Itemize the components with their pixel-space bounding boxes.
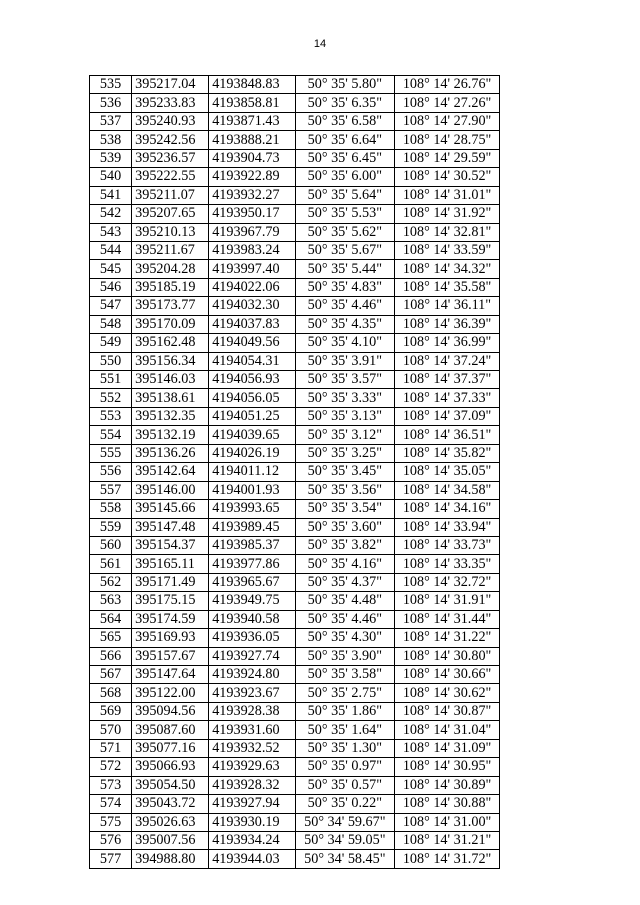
longitude-cell: 108° 14' 29.59" — [395, 149, 500, 167]
table-row — [90, 629, 500, 647]
table-row — [90, 518, 500, 536]
latitude-cell: 50° 35' 3.25" — [295, 444, 395, 462]
x-coordinate-cell: 395066.93 — [132, 758, 209, 776]
y-coordinate-cell: 4193858.81 — [209, 94, 295, 112]
point-number-cell: 572 — [90, 758, 132, 776]
longitude-cell: 108° 14' 30.52" — [395, 168, 500, 186]
coordinates-table-body — [90, 76, 500, 869]
longitude-cell: 108° 14' 31.72" — [395, 850, 500, 868]
y-coordinate-cell: 4193932.27 — [209, 186, 295, 204]
point-number-cell: 557 — [90, 481, 132, 499]
x-coordinate-cell: 395132.35 — [132, 407, 209, 425]
x-coordinate-cell: 395132.19 — [132, 426, 209, 444]
x-coordinate-cell: 395154.37 — [132, 536, 209, 554]
x-coordinate-cell: 395156.34 — [132, 352, 209, 370]
longitude-cell: 108° 14' 30.88" — [395, 795, 500, 813]
point-number-cell: 556 — [90, 463, 132, 481]
table-row — [90, 112, 500, 130]
y-coordinate-cell: 4193944.03 — [209, 850, 295, 868]
longitude-cell: 108° 14' 36.39" — [395, 315, 500, 333]
x-coordinate-cell: 395211.07 — [132, 186, 209, 204]
longitude-cell: 108° 14' 30.62" — [395, 684, 500, 702]
table-row — [90, 426, 500, 444]
x-coordinate-cell: 395094.56 — [132, 702, 209, 720]
point-number-cell: 540 — [90, 168, 132, 186]
longitude-cell: 108° 14' 31.44" — [395, 610, 500, 628]
latitude-cell: 50° 35' 3.60" — [295, 518, 395, 536]
table-row — [90, 721, 500, 739]
x-coordinate-cell: 395173.77 — [132, 297, 209, 315]
point-number-cell: 549 — [90, 334, 132, 352]
longitude-cell: 108° 14' 33.35" — [395, 555, 500, 573]
x-coordinate-cell: 395026.63 — [132, 813, 209, 831]
x-coordinate-cell: 395007.56 — [132, 831, 209, 849]
x-coordinate-cell: 395162.48 — [132, 334, 209, 352]
point-number-cell: 564 — [90, 610, 132, 628]
latitude-cell: 50° 35' 4.37" — [295, 573, 395, 591]
x-coordinate-cell: 395146.03 — [132, 371, 209, 389]
y-coordinate-cell: 4194011.12 — [209, 463, 295, 481]
latitude-cell: 50° 35' 3.33" — [295, 389, 395, 407]
latitude-cell: 50° 35' 5.53" — [295, 205, 395, 223]
table-row — [90, 186, 500, 204]
latitude-cell: 50° 35' 4.30" — [295, 629, 395, 647]
latitude-cell: 50° 35' 3.13" — [295, 407, 395, 425]
y-coordinate-cell: 4193940.58 — [209, 610, 295, 628]
longitude-cell: 108° 14' 26.76" — [395, 76, 500, 94]
point-number-cell: 559 — [90, 518, 132, 536]
point-number-cell: 558 — [90, 500, 132, 518]
table-row — [90, 315, 500, 333]
x-coordinate-cell: 395242.56 — [132, 131, 209, 149]
point-number-cell: 537 — [90, 112, 132, 130]
point-number-cell: 548 — [90, 315, 132, 333]
point-number-cell: 577 — [90, 850, 132, 868]
latitude-cell: 50° 35' 3.91" — [295, 352, 395, 370]
point-number-cell: 536 — [90, 94, 132, 112]
point-number-cell: 555 — [90, 444, 132, 462]
longitude-cell: 108° 14' 35.05" — [395, 463, 500, 481]
point-number-cell: 567 — [90, 666, 132, 684]
y-coordinate-cell: 4193929.63 — [209, 758, 295, 776]
table-row — [90, 536, 500, 554]
x-coordinate-cell: 394988.80 — [132, 850, 209, 868]
latitude-cell: 50° 35' 2.75" — [295, 684, 395, 702]
x-coordinate-cell: 395087.60 — [132, 721, 209, 739]
longitude-cell: 108° 14' 31.91" — [395, 592, 500, 610]
longitude-cell: 108° 14' 32.81" — [395, 223, 500, 241]
table-row — [90, 573, 500, 591]
longitude-cell: 108° 14' 37.33" — [395, 389, 500, 407]
latitude-cell: 50° 35' 6.58" — [295, 112, 395, 130]
longitude-cell: 108° 14' 36.51" — [395, 426, 500, 444]
latitude-cell: 50° 35' 0.22" — [295, 795, 395, 813]
y-coordinate-cell: 4193928.38 — [209, 702, 295, 720]
longitude-cell: 108° 14' 33.94" — [395, 518, 500, 536]
table-row — [90, 850, 500, 868]
table-row — [90, 407, 500, 425]
x-coordinate-cell: 395043.72 — [132, 795, 209, 813]
longitude-cell: 108° 14' 30.66" — [395, 666, 500, 684]
y-coordinate-cell: 4193922.89 — [209, 168, 295, 186]
table-row — [90, 352, 500, 370]
longitude-cell: 108° 14' 36.99" — [395, 334, 500, 352]
y-coordinate-cell: 4193927.74 — [209, 647, 295, 665]
y-coordinate-cell: 4194022.06 — [209, 278, 295, 296]
point-number-cell: 574 — [90, 795, 132, 813]
latitude-cell: 50° 35' 0.57" — [295, 776, 395, 794]
x-coordinate-cell: 395122.00 — [132, 684, 209, 702]
x-coordinate-cell: 395146.00 — [132, 481, 209, 499]
table-row — [90, 795, 500, 813]
point-number-cell: 565 — [90, 629, 132, 647]
point-number-cell: 568 — [90, 684, 132, 702]
x-coordinate-cell: 395240.93 — [132, 112, 209, 130]
longitude-cell: 108° 14' 31.09" — [395, 739, 500, 757]
table-row — [90, 278, 500, 296]
table-row — [90, 260, 500, 278]
latitude-cell: 50° 35' 3.45" — [295, 463, 395, 481]
point-number-cell: 553 — [90, 407, 132, 425]
latitude-cell: 50° 35' 3.57" — [295, 371, 395, 389]
y-coordinate-cell: 4194051.25 — [209, 407, 295, 425]
y-coordinate-cell: 4193977.86 — [209, 555, 295, 573]
y-coordinate-cell: 4194039.65 — [209, 426, 295, 444]
longitude-cell: 108° 14' 37.24" — [395, 352, 500, 370]
table-row — [90, 371, 500, 389]
y-coordinate-cell: 4193924.80 — [209, 666, 295, 684]
longitude-cell: 108° 14' 31.01" — [395, 186, 500, 204]
x-coordinate-cell: 395185.19 — [132, 278, 209, 296]
y-coordinate-cell: 4193967.79 — [209, 223, 295, 241]
point-number-cell: 560 — [90, 536, 132, 554]
longitude-cell: 108° 14' 30.80" — [395, 647, 500, 665]
y-coordinate-cell: 4194054.31 — [209, 352, 295, 370]
latitude-cell: 50° 35' 3.12" — [295, 426, 395, 444]
latitude-cell: 50° 35' 4.83" — [295, 278, 395, 296]
table-row — [90, 334, 500, 352]
table-row — [90, 76, 500, 94]
longitude-cell: 108° 14' 35.82" — [395, 444, 500, 462]
x-coordinate-cell: 395170.09 — [132, 315, 209, 333]
table-row — [90, 592, 500, 610]
x-coordinate-cell: 395174.59 — [132, 610, 209, 628]
table-row — [90, 500, 500, 518]
longitude-cell: 108° 14' 27.26" — [395, 94, 500, 112]
x-coordinate-cell: 395157.67 — [132, 647, 209, 665]
y-coordinate-cell: 4193923.67 — [209, 684, 295, 702]
latitude-cell: 50° 35' 1.64" — [295, 721, 395, 739]
table-row — [90, 813, 500, 831]
point-number-cell: 550 — [90, 352, 132, 370]
longitude-cell: 108° 14' 33.73" — [395, 536, 500, 554]
longitude-cell: 108° 14' 34.32" — [395, 260, 500, 278]
latitude-cell: 50° 35' 4.46" — [295, 610, 395, 628]
table-row — [90, 168, 500, 186]
longitude-cell: 108° 14' 30.89" — [395, 776, 500, 794]
x-coordinate-cell: 395236.57 — [132, 149, 209, 167]
latitude-cell: 50° 35' 6.64" — [295, 131, 395, 149]
latitude-cell: 50° 35' 3.56" — [295, 481, 395, 499]
x-coordinate-cell: 395222.55 — [132, 168, 209, 186]
point-number-cell: 573 — [90, 776, 132, 794]
latitude-cell: 50° 35' 6.00" — [295, 168, 395, 186]
table-row — [90, 131, 500, 149]
latitude-cell: 50° 35' 3.58" — [295, 666, 395, 684]
y-coordinate-cell: 4193936.05 — [209, 629, 295, 647]
point-number-cell: 570 — [90, 721, 132, 739]
x-coordinate-cell: 395211.67 — [132, 241, 209, 259]
table-row — [90, 555, 500, 573]
point-number-cell: 576 — [90, 831, 132, 849]
longitude-cell: 108° 14' 27.90" — [395, 112, 500, 130]
point-number-cell: 547 — [90, 297, 132, 315]
point-number-cell: 543 — [90, 223, 132, 241]
x-coordinate-cell: 395171.49 — [132, 573, 209, 591]
latitude-cell: 50° 35' 6.45" — [295, 149, 395, 167]
x-coordinate-cell: 395217.04 — [132, 76, 209, 94]
x-coordinate-cell: 395142.64 — [132, 463, 209, 481]
point-number-cell: 539 — [90, 149, 132, 167]
y-coordinate-cell: 4194056.05 — [209, 389, 295, 407]
y-coordinate-cell: 4193888.21 — [209, 131, 295, 149]
y-coordinate-cell: 4194032.30 — [209, 297, 295, 315]
longitude-cell: 108° 14' 37.09" — [395, 407, 500, 425]
table-row — [90, 776, 500, 794]
longitude-cell: 108° 14' 30.95" — [395, 758, 500, 776]
longitude-cell: 108° 14' 34.16" — [395, 500, 500, 518]
longitude-cell: 108° 14' 30.87" — [395, 702, 500, 720]
point-number-cell: 566 — [90, 647, 132, 665]
point-number-cell: 551 — [90, 371, 132, 389]
x-coordinate-cell: 395136.26 — [132, 444, 209, 462]
latitude-cell: 50° 35' 4.10" — [295, 334, 395, 352]
x-coordinate-cell: 395145.66 — [132, 500, 209, 518]
y-coordinate-cell: 4193932.52 — [209, 739, 295, 757]
table-row — [90, 702, 500, 720]
x-coordinate-cell: 395210.13 — [132, 223, 209, 241]
y-coordinate-cell: 4194001.93 — [209, 481, 295, 499]
latitude-cell: 50° 35' 3.90" — [295, 647, 395, 665]
longitude-cell: 108° 14' 31.92" — [395, 205, 500, 223]
x-coordinate-cell: 395169.93 — [132, 629, 209, 647]
table-row — [90, 684, 500, 702]
table-row — [90, 758, 500, 776]
latitude-cell: 50° 35' 1.86" — [295, 702, 395, 720]
longitude-cell: 108° 14' 37.37" — [395, 371, 500, 389]
table-row — [90, 223, 500, 241]
page-number: 14 — [313, 38, 327, 50]
y-coordinate-cell: 4193931.60 — [209, 721, 295, 739]
y-coordinate-cell: 4193985.37 — [209, 536, 295, 554]
table-row — [90, 610, 500, 628]
x-coordinate-cell: 395175.15 — [132, 592, 209, 610]
latitude-cell: 50° 35' 4.16" — [295, 555, 395, 573]
x-coordinate-cell: 395054.50 — [132, 776, 209, 794]
latitude-cell: 50° 35' 5.80" — [295, 76, 395, 94]
y-coordinate-cell: 4194049.56 — [209, 334, 295, 352]
latitude-cell: 50° 35' 4.35" — [295, 315, 395, 333]
x-coordinate-cell: 395077.16 — [132, 739, 209, 757]
point-number-cell: 545 — [90, 260, 132, 278]
point-number-cell: 535 — [90, 76, 132, 94]
table-row — [90, 297, 500, 315]
longitude-cell: 108° 14' 34.58" — [395, 481, 500, 499]
latitude-cell: 50° 34' 58.45" — [295, 850, 395, 868]
point-number-cell: 541 — [90, 186, 132, 204]
table-row — [90, 666, 500, 684]
y-coordinate-cell: 4193927.94 — [209, 795, 295, 813]
point-number-cell: 571 — [90, 739, 132, 757]
table-row — [90, 241, 500, 259]
y-coordinate-cell: 4193950.17 — [209, 205, 295, 223]
x-coordinate-cell: 395207.65 — [132, 205, 209, 223]
longitude-cell: 108° 14' 31.04" — [395, 721, 500, 739]
table-row — [90, 463, 500, 481]
latitude-cell: 50° 35' 0.97" — [295, 758, 395, 776]
y-coordinate-cell: 4193871.43 — [209, 112, 295, 130]
y-coordinate-cell: 4193989.45 — [209, 518, 295, 536]
x-coordinate-cell: 395147.48 — [132, 518, 209, 536]
y-coordinate-cell: 4194037.83 — [209, 315, 295, 333]
y-coordinate-cell: 4193965.67 — [209, 573, 295, 591]
table-row — [90, 481, 500, 499]
y-coordinate-cell: 4193983.24 — [209, 241, 295, 259]
x-coordinate-cell: 395233.83 — [132, 94, 209, 112]
latitude-cell: 50° 35' 3.54" — [295, 500, 395, 518]
point-number-cell: 562 — [90, 573, 132, 591]
latitude-cell: 50° 35' 5.67" — [295, 241, 395, 259]
x-coordinate-cell: 395204.28 — [132, 260, 209, 278]
latitude-cell: 50° 35' 6.35" — [295, 94, 395, 112]
latitude-cell: 50° 34' 59.67" — [295, 813, 395, 831]
longitude-cell: 108° 14' 31.21" — [395, 831, 500, 849]
table-row — [90, 389, 500, 407]
longitude-cell: 108° 14' 36.11" — [395, 297, 500, 315]
latitude-cell: 50° 35' 1.30" — [295, 739, 395, 757]
latitude-cell: 50° 35' 3.82" — [295, 536, 395, 554]
latitude-cell: 50° 35' 5.44" — [295, 260, 395, 278]
longitude-cell: 108° 14' 35.58" — [395, 278, 500, 296]
longitude-cell: 108° 14' 31.22" — [395, 629, 500, 647]
table-row — [90, 149, 500, 167]
y-coordinate-cell: 4193930.19 — [209, 813, 295, 831]
y-coordinate-cell: 4193928.32 — [209, 776, 295, 794]
longitude-cell: 108° 14' 31.00" — [395, 813, 500, 831]
y-coordinate-cell: 4193904.73 — [209, 149, 295, 167]
y-coordinate-cell: 4193949.75 — [209, 592, 295, 610]
table-row — [90, 94, 500, 112]
table-row — [90, 831, 500, 849]
point-number-cell: 542 — [90, 205, 132, 223]
point-number-cell: 563 — [90, 592, 132, 610]
table-row — [90, 444, 500, 462]
x-coordinate-cell: 395138.61 — [132, 389, 209, 407]
point-number-cell: 554 — [90, 426, 132, 444]
x-coordinate-cell: 395165.11 — [132, 555, 209, 573]
point-number-cell: 546 — [90, 278, 132, 296]
point-number-cell: 552 — [90, 389, 132, 407]
latitude-cell: 50° 35' 4.46" — [295, 297, 395, 315]
y-coordinate-cell: 4193848.83 — [209, 76, 295, 94]
y-coordinate-cell: 4193934.24 — [209, 831, 295, 849]
table-row — [90, 739, 500, 757]
coordinates-table — [89, 75, 500, 869]
point-number-cell: 561 — [90, 555, 132, 573]
latitude-cell: 50° 35' 5.62" — [295, 223, 395, 241]
x-coordinate-cell: 395147.64 — [132, 666, 209, 684]
point-number-cell: 569 — [90, 702, 132, 720]
latitude-cell: 50° 34' 59.05" — [295, 831, 395, 849]
y-coordinate-cell: 4194026.19 — [209, 444, 295, 462]
latitude-cell: 50° 35' 5.64" — [295, 186, 395, 204]
latitude-cell: 50° 35' 4.48" — [295, 592, 395, 610]
y-coordinate-cell: 4193993.65 — [209, 500, 295, 518]
y-coordinate-cell: 4194056.93 — [209, 371, 295, 389]
table-row — [90, 205, 500, 223]
longitude-cell: 108° 14' 32.72" — [395, 573, 500, 591]
longitude-cell: 108° 14' 28.75" — [395, 131, 500, 149]
longitude-cell: 108° 14' 33.59" — [395, 241, 500, 259]
point-number-cell: 575 — [90, 813, 132, 831]
point-number-cell: 544 — [90, 241, 132, 259]
table-row — [90, 647, 500, 665]
y-coordinate-cell: 4193997.40 — [209, 260, 295, 278]
point-number-cell: 538 — [90, 131, 132, 149]
